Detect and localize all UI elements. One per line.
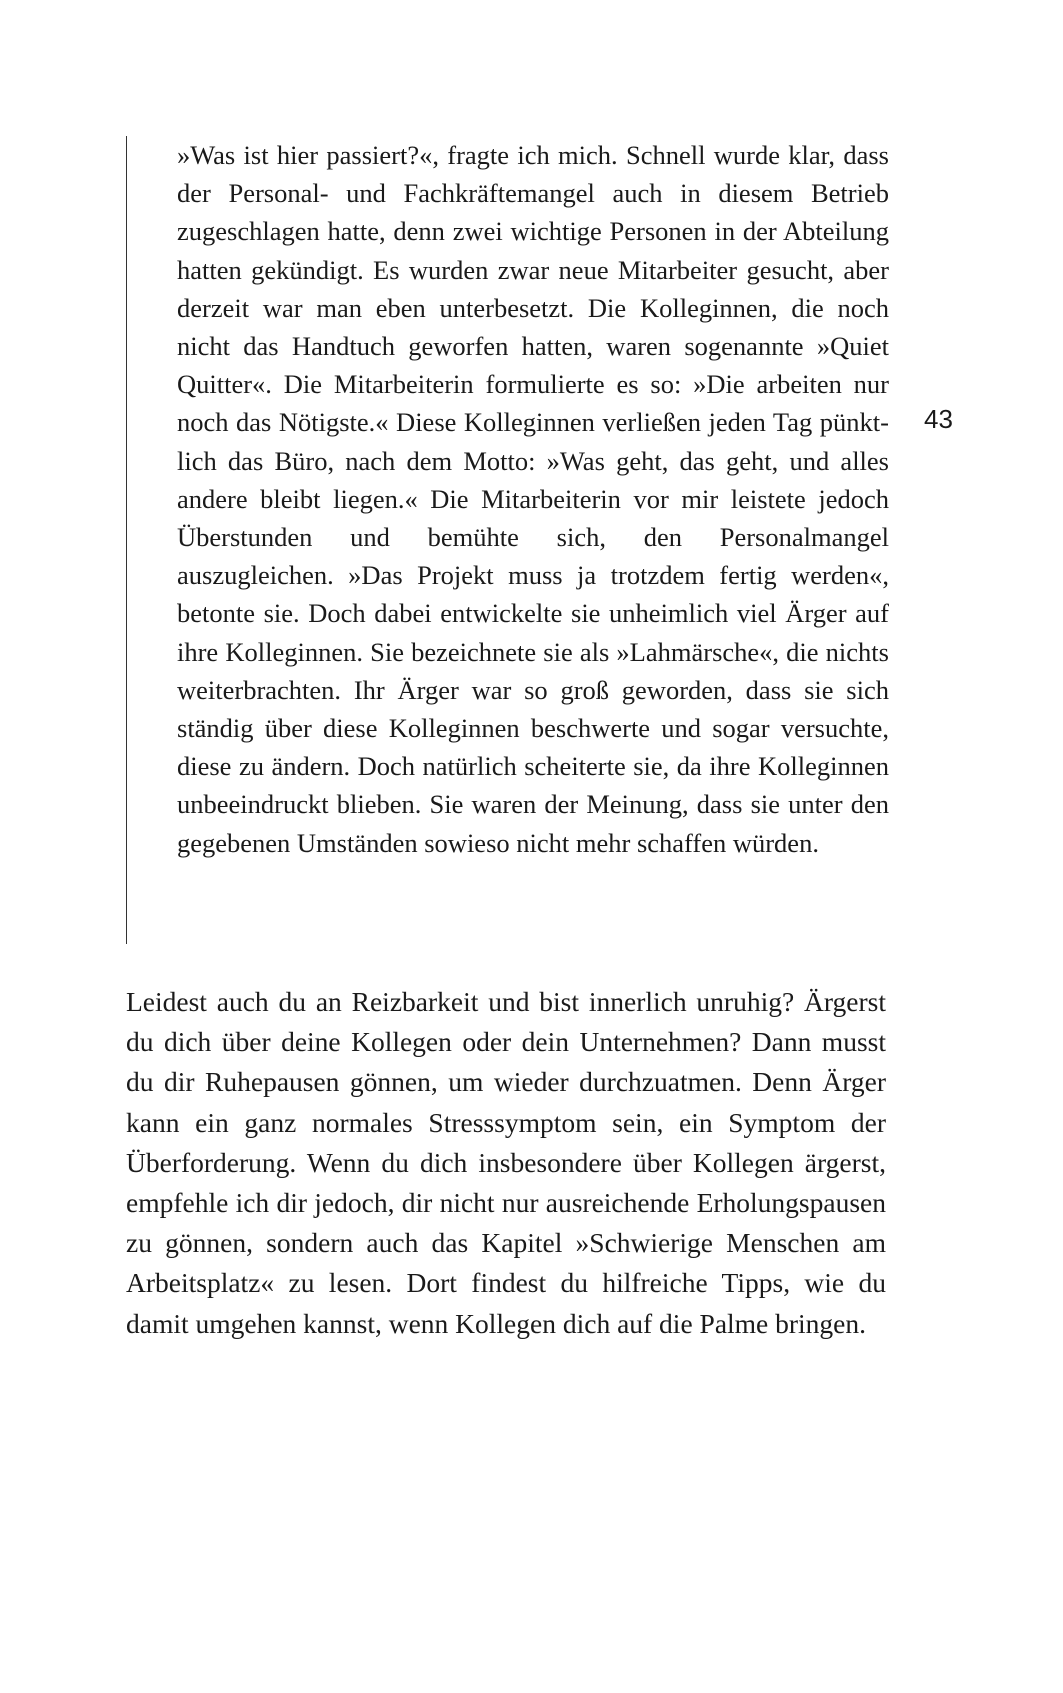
quote-paragraph: »Was ist hier passiert?«, fragte ich mich. Schnell wurde klar, dass der Personal- und Fachkräftemangel auch in diesem Betrieb zugeschlagen hatte, denn zwei wichtige Personen in der Abteilung hatten gekündigt. Es wurden zwar neue Mitarbeiter gesucht, aber derzeit war man eben unterbesetzt. Die Kolleginnen, die noch nicht das Handtuch geworfen hatten, waren sogenannte »Quiet Quitter«. Die Mitarbeiterin formulierte es so: »Die arbeiten nur noch das Nötigste.« Diese Kolleginnen verließen jeden Tag pünktlich das Büro, nach dem Motto: »Was geht, das geht, und alles andere bleibt liegen.« Die Mitarbeiterin vor mir leistete jedoch Überstunden und bemühte sich, den Personalmangel auszugleichen. »Das Projekt muss ja trotzdem fertig werden«, betonte sie. Doch dabei entwickelte sie unheimlich viel Ärger auf ihre Kolleginnen. Sie bezeichnete sie als »Lahmärsche«, die nichts weiterbrachten. Ihr Ärger war so groß geworden, dass sie sich ständig über diese Kolleginnen beschwerte und sogar versuchte, diese zu ändern. Doch natürlich scheiterte sie, da ihre Kolleginnen unbeeindruckt blieben. Sie waren der Meinung, dass sie unter den gegebenen Umständen sowieso nicht mehr schaffen würden.: [177, 140, 889, 858]
quote-block: [126, 136, 896, 944]
page-number: 43: [924, 404, 953, 434]
body-paragraph: Leidest auch du an Reizbarkeit und bist innerlich unruhig? Ärgerst du dich über deine Kollegen oder dein Unternehmen? Dann musst du dir Ruhepausen gönnen, um wieder durchzuatmen. Denn Ärger kann ein ganz normales Stresssymptom sein, ein Symptom der Überforderung. Wenn du dich insbesondere über Kollegen ärgerst, empfehle ich dir jedoch, dir nicht nur ausreichende Erholungspausen zu gönnen, sondern auch das Kapitel »Schwierige Menschen am Arbeitsplatz« zu lesen. Dort findest du hilfreiche Tipps, wie du damit umgehen kannst, wenn Kollegen dich auf die Palme bringen.: [126, 986, 886, 1339]
